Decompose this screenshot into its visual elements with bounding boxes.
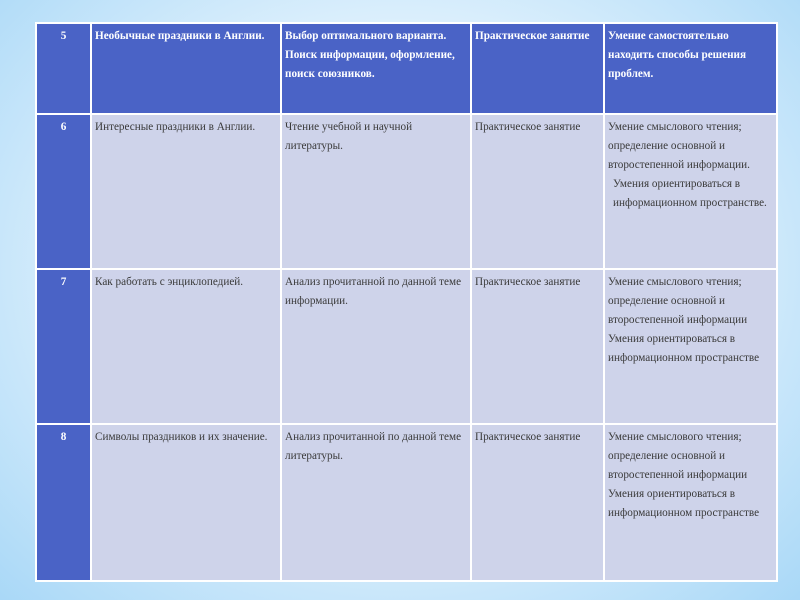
- row-number: 8: [36, 424, 91, 581]
- skills-line: Умение смыслового чтения; определение основной и второстепенной информации.: [608, 121, 750, 171]
- row-number: 5: [36, 23, 91, 114]
- skills-line: Умение самостоятельно находить способы решения проблем.: [608, 30, 747, 80]
- skills-cell: [604, 114, 777, 269]
- activity-line: Поиск информации, оформление, поиск союзников.: [285, 49, 455, 80]
- activity-cell: [281, 23, 471, 114]
- topic-cell: Интересные праздники в Англии.: [91, 114, 281, 269]
- skills-line: Умение смыслового чтения; определение основной и второстепенной информации: [608, 276, 748, 326]
- row-number: 6: [36, 114, 91, 269]
- form-cell: Практическое занятие: [471, 424, 604, 581]
- table-row: [36, 424, 777, 581]
- row-number: 7: [36, 269, 91, 424]
- topic-cell: Необычные праздники в Англии.: [91, 23, 281, 114]
- form-cell: Практическое занятие: [471, 269, 604, 424]
- skills-line: Умения ориентироваться в информационном пространстве: [608, 488, 760, 519]
- skills-line: Умения ориентироваться в информационном пространстве.: [613, 178, 767, 209]
- table-row: [36, 114, 777, 269]
- topic-cell: Как работать с энциклопедией.: [91, 269, 281, 424]
- activity-line: Анализ прочитанной по данной теме литературы.: [285, 431, 462, 462]
- lesson-plan-table: [35, 22, 778, 582]
- form-cell: Практическое занятие: [471, 23, 604, 114]
- topic-cell: Символы праздников и их значение.: [91, 424, 281, 581]
- skills-cell: [604, 269, 777, 424]
- activity-cell: [281, 424, 471, 581]
- skills-cell: [604, 23, 777, 114]
- skills-line: Умения ориентироваться в информационном пространстве: [608, 333, 760, 364]
- table-row: [36, 23, 777, 114]
- activity-line: Чтение учебной и научной литературы.: [285, 121, 413, 152]
- table-row: [36, 269, 777, 424]
- skills-line: Умение смыслового чтения; определение основной и второстепенной информации: [608, 431, 748, 481]
- activity-cell: [281, 269, 471, 424]
- skills-cell: [604, 424, 777, 581]
- form-cell: Практическое занятие: [471, 114, 604, 269]
- activity-cell: [281, 114, 471, 269]
- activity-line: Анализ прочитанной по данной теме информации.: [285, 276, 462, 307]
- activity-line: Выбор оптимального варианта.: [285, 30, 447, 42]
